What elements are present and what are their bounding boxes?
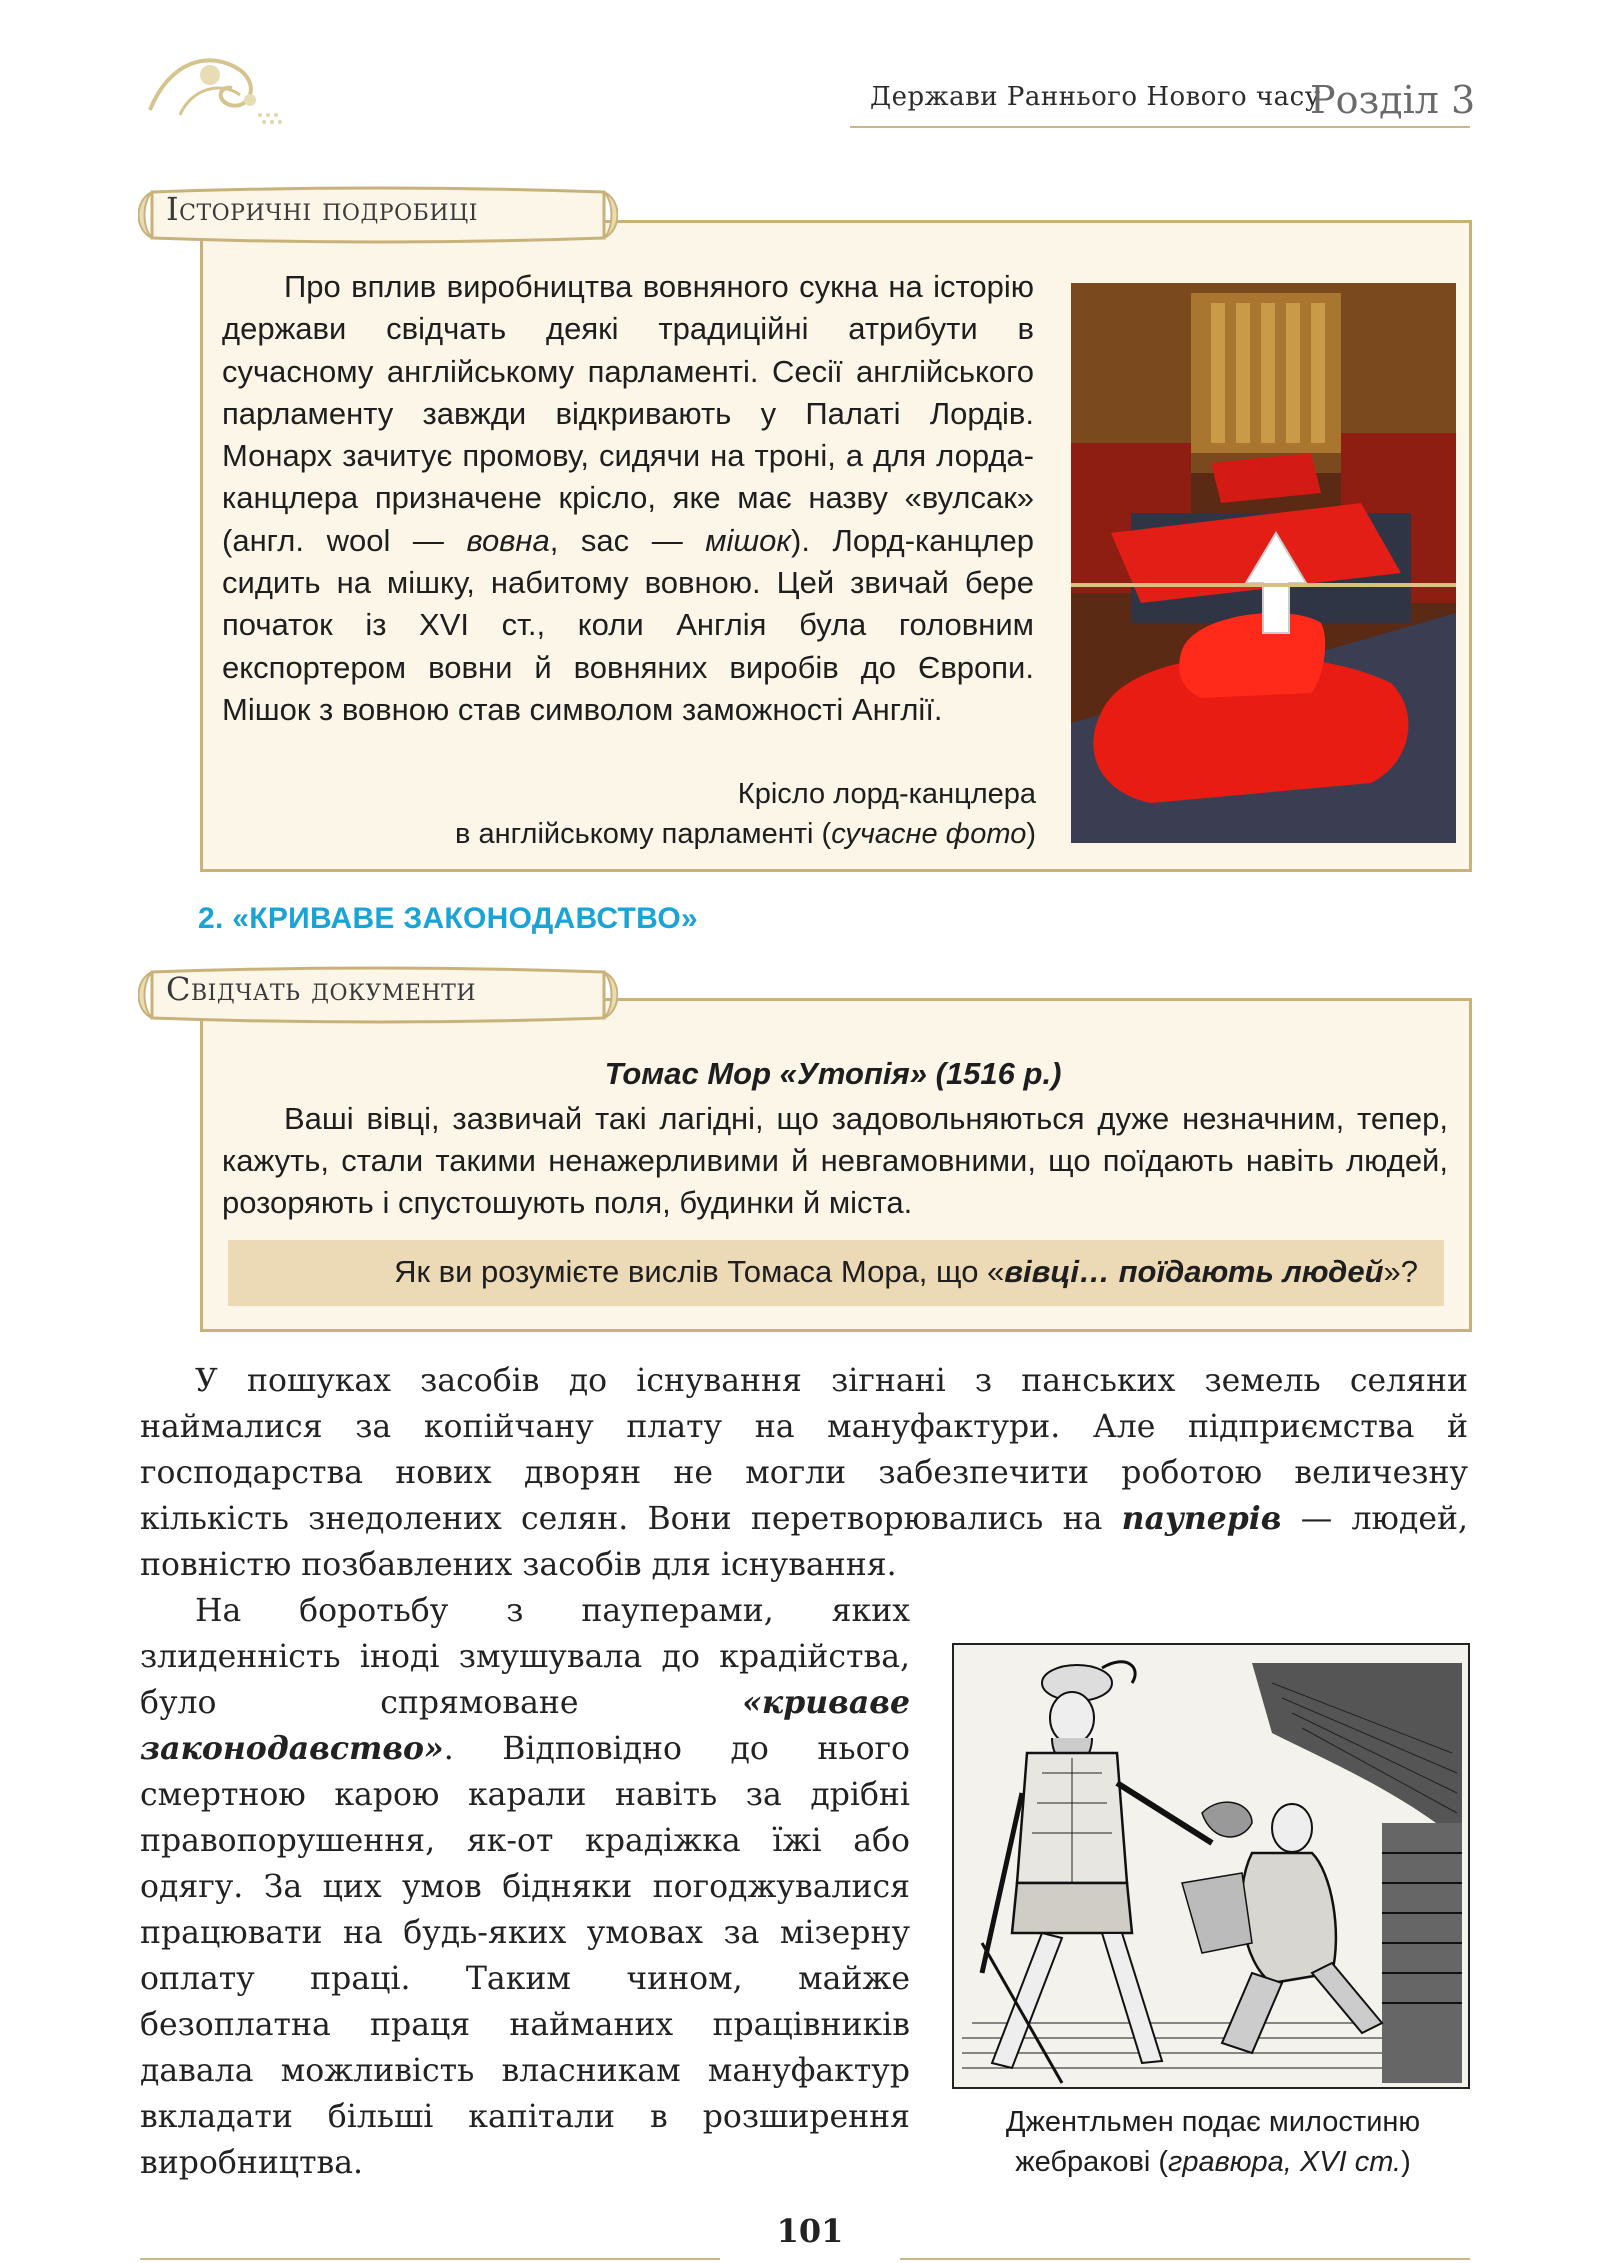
woolsack-caption-italic: сучасне фото bbox=[831, 818, 1027, 850]
woolsack-caption-end: ) bbox=[1026, 818, 1036, 850]
woolsack-caption bbox=[300, 774, 1036, 854]
section-heading: 2. «КРИВАВЕ ЗАКОНОДАВСТВО» bbox=[198, 902, 699, 935]
engraving-caption bbox=[940, 2102, 1486, 2182]
document-quote-text: Ваші вівці, зазвичай такі лагідні, що задовольняються дуже незначним, тепер, кажуть, стали такими ненажерливими й невгамовними, що поїдають навіть людей, розоряють і спустошують поля, будинки й міста. bbox=[222, 1101, 1448, 1220]
documents-label: Свідчать документи bbox=[166, 970, 477, 1008]
documents-banner bbox=[138, 960, 618, 1030]
section-label: Розділ 3 bbox=[1310, 78, 1476, 122]
document-title bbox=[200, 1056, 1466, 1092]
question-text bbox=[228, 1254, 1418, 1290]
question-start: Як ви розумієте вислів Томаса Мора, що « bbox=[394, 1254, 1005, 1289]
running-title: Держави Раннього Нового часу bbox=[870, 82, 1321, 112]
woolsack-caption-line2: в англійському парламенті ( bbox=[454, 818, 832, 850]
term-bloody-legislation: «криваве законодавство» bbox=[140, 1684, 910, 1767]
box1-italic-sack: мішок bbox=[705, 522, 792, 558]
document-title-text: Томас Мор «Утопія» (1516 р.) bbox=[604, 1056, 1062, 1091]
historical-details-label: Історичні подробиці bbox=[166, 190, 478, 228]
document-quote bbox=[222, 1098, 1448, 1224]
floral-ornament-icon bbox=[140, 40, 290, 130]
page-number: 101 bbox=[776, 2212, 844, 2250]
footer-divider-left bbox=[140, 2258, 720, 2260]
main-p1-start: У пошуках засобів до існування зігнані з панських земель селяни наймалися за копійчану плату на мануфактури. Але підприємства й господарства нових дворян не могли забезпечити роботою величезну кількість знедолених селян. Вони перетворювались на bbox=[140, 1363, 1468, 1537]
engraving-caption-italic: гравюра, XVI ст. bbox=[1168, 2146, 1402, 2178]
footer-divider-right bbox=[900, 2258, 1470, 2260]
main-paragraph-1 bbox=[140, 1358, 1468, 1588]
historical-details-banner bbox=[138, 180, 618, 250]
question-end: »? bbox=[1383, 1254, 1418, 1289]
woolsack-photo bbox=[1071, 283, 1456, 843]
box1-italic-wool: вовна bbox=[466, 522, 550, 558]
historical-details-text bbox=[222, 266, 1034, 731]
question-italic: вівці… поїдають людей bbox=[1004, 1254, 1384, 1289]
engraving-caption-line1: Джентльмен подає милостиню bbox=[1005, 2106, 1421, 2138]
box1-text-part: , sac — bbox=[549, 522, 706, 558]
engraving-image bbox=[952, 1643, 1470, 2089]
main-p2-start: На боротьбу з пауперами, яких злиденність іноді змушувала до крадійства, було спрямоване bbox=[140, 1593, 910, 1721]
term-paupers: пауперів bbox=[1121, 1500, 1282, 1537]
main-paragraph-2 bbox=[140, 1588, 910, 2186]
header-divider bbox=[850, 126, 1470, 128]
main-p2-end: . Відповідно до нього смертною карою карали навіть за дрібні правопорушення, як-от крадіжка їжі або одягу. За цих умов бідняки погоджувалися працювати на будь-яких умовах за мізерну оплату праці. Таким чином, майже безоплатна праця найманих працівників давала можливість власникам мануфактур вкладати більші капітали в розширення виробництва. bbox=[140, 1731, 910, 2181]
engraving-caption-end: ) bbox=[1401, 2146, 1411, 2178]
question-bar bbox=[228, 1240, 1444, 1306]
engraving-caption-line2: жебракові ( bbox=[1015, 2146, 1169, 2178]
box1-text-part: ). Лорд-канцлер сидить на мішку, набитому вовною. Цей звичай бере початок із XVI ст., коли Англія була головним експортером вовни й вовняних виробів до Європи. Мішок з вовною став символом заможності Англії. bbox=[222, 522, 1034, 727]
box1-text-part: Про вплив виробництва вовняного сукна на історію держави свідчать деякі традиційні атрибути в сучасному англійському парламенті. Сесії англійського парламенту завжди відкривають у Палаті Лордів. Монарх зачитує промову, сидячи на троні, а для лорда-канцлера призначене крісло, яке має назву «вулсак» (англ. wool — bbox=[222, 269, 1034, 558]
main-p1-end: — людей, повністю позбавлених засобів для існування. bbox=[140, 1501, 1468, 1583]
woolsack-caption-line1: Крісло лорд-канцлера bbox=[737, 778, 1036, 810]
